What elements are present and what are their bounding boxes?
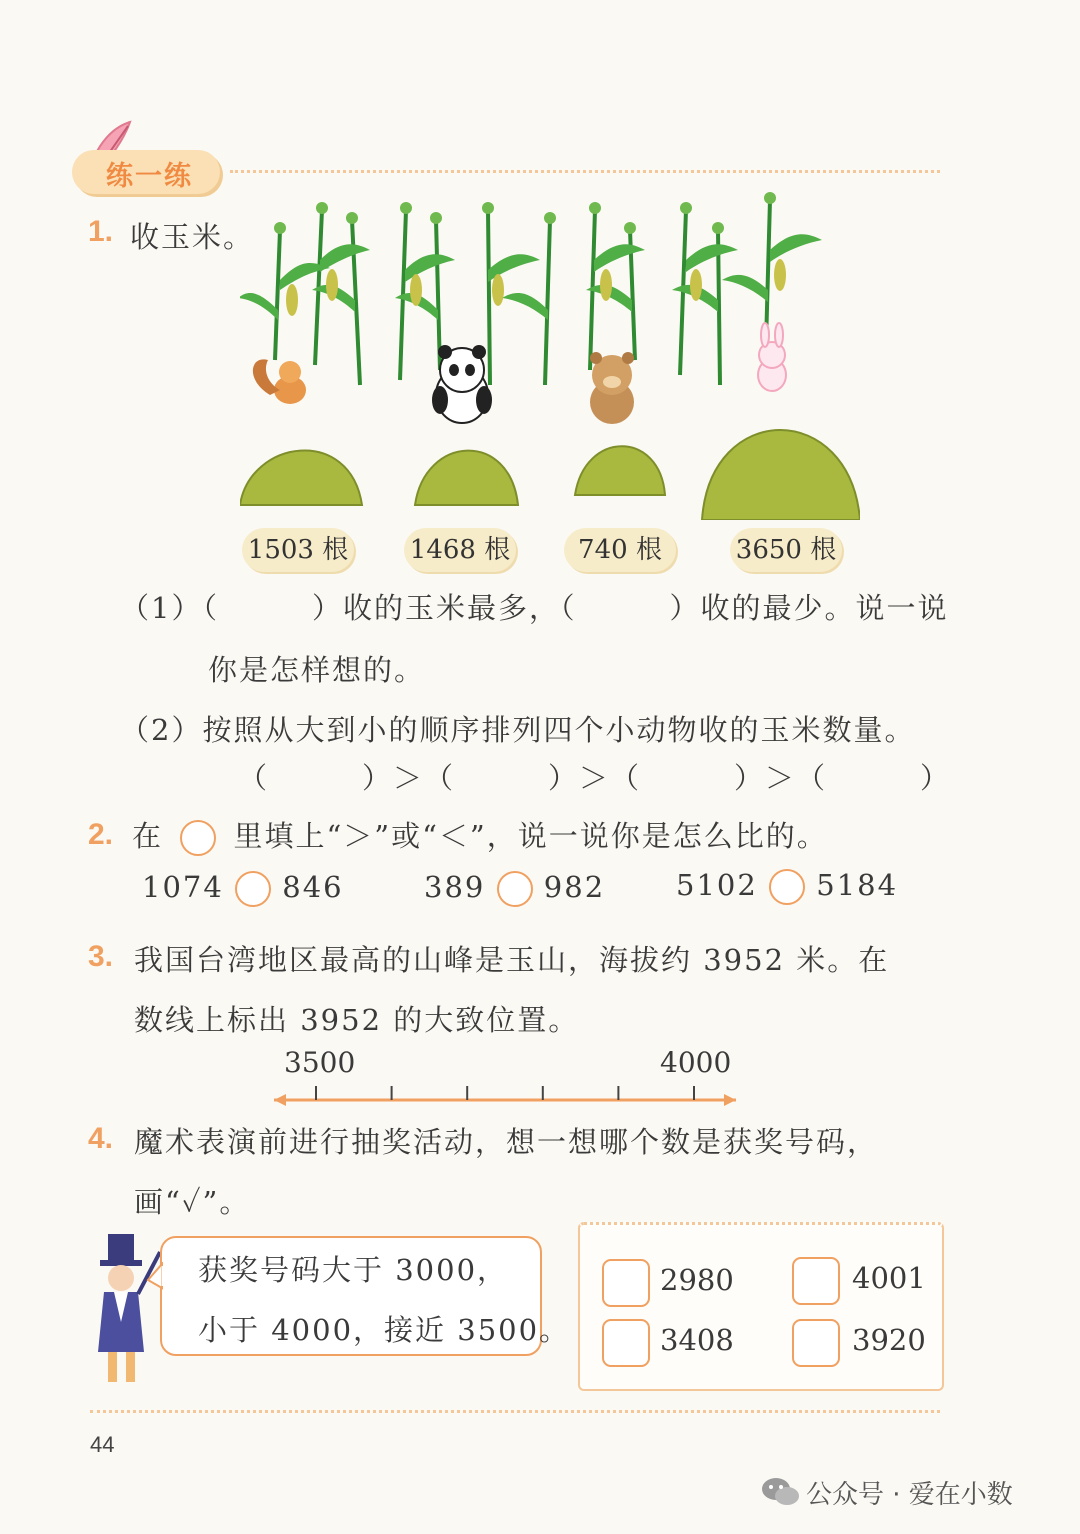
page-number: 44 xyxy=(90,1432,115,1457)
q2-text-b: 里填上“＞”或“＜”，说一说你是怎么比的。 xyxy=(233,819,828,853)
count-pill-panda: 1468 根 xyxy=(404,528,516,572)
count-pill-bear: 740 根 xyxy=(564,528,676,572)
option-label: 4001 xyxy=(852,1261,926,1295)
corn-pile-1 xyxy=(240,450,362,505)
pair-left: 5102 xyxy=(676,868,758,902)
compare-pair-1 xyxy=(142,870,344,907)
compare-pair-3 xyxy=(676,868,898,905)
numberline-arrow-left xyxy=(274,1094,286,1106)
count-pill-squirrel: 1503 根 xyxy=(242,528,354,572)
option-checkbox[interactable] xyxy=(792,1257,840,1305)
option-checkbox[interactable] xyxy=(602,1259,650,1307)
numberline-arrow-right xyxy=(724,1094,736,1106)
corn-pile-2 xyxy=(415,451,518,505)
bubble-tail xyxy=(146,1262,166,1292)
compare-pair-2 xyxy=(424,870,605,907)
bear-icon xyxy=(590,352,634,424)
option-checkbox[interactable] xyxy=(792,1319,840,1367)
option-checkbox[interactable] xyxy=(602,1319,650,1367)
corn-pile-3 xyxy=(575,446,665,495)
compare-circle[interactable] xyxy=(769,869,805,905)
q4-line2: 画“✓”。 xyxy=(134,1185,251,1219)
option-label: 3920 xyxy=(852,1323,926,1357)
section-header xyxy=(70,120,950,200)
header-divider xyxy=(230,170,940,173)
q2-number: 2. xyxy=(88,818,114,851)
count-pill-rabbit: 3650 根 xyxy=(730,528,842,572)
pair-right: 982 xyxy=(543,870,606,904)
pair-right: 5184 xyxy=(816,868,899,902)
squirrel-icon xyxy=(253,359,306,404)
answer-circle-example xyxy=(180,820,216,856)
section-title: 练一练 xyxy=(106,161,193,192)
corn-pile-4 xyxy=(702,430,860,520)
bubble-line1: 获奖号码大于 3000， xyxy=(198,1253,509,1287)
q2-text-a: 在 xyxy=(132,819,164,853)
q2-text xyxy=(132,814,828,856)
q1-sub2-line2: （ ）＞（ ）＞（ ）＞（ ） xyxy=(238,761,952,795)
option-label: 2980 xyxy=(660,1263,734,1297)
corn-field-illustration xyxy=(240,190,860,520)
pair-right: 846 xyxy=(282,870,344,904)
q4-number: 4. xyxy=(88,1122,114,1155)
numberline-axis xyxy=(270,1076,740,1110)
q3-number: 3. xyxy=(88,940,114,973)
pair-left: 389 xyxy=(424,870,486,904)
q1-sub1-line1: （1）（ ）收的玉米最多，（ ）收的最少。说一说 xyxy=(120,591,949,625)
q3-line2: 数线上标出 3952 的大致位置。 xyxy=(134,1003,580,1037)
footer-divider xyxy=(90,1410,940,1413)
wechat-icon xyxy=(760,1476,800,1508)
q4-line1: 魔术表演前进行抽奖活动，想一想哪个数是获奖号码， xyxy=(134,1125,879,1159)
option-label: 3408 xyxy=(660,1323,734,1357)
compare-circle[interactable] xyxy=(235,871,271,907)
number-line[interactable] xyxy=(270,1046,740,1110)
corn-piles xyxy=(240,430,860,520)
pair-left: 1074 xyxy=(142,870,224,904)
rabbit-icon xyxy=(758,323,786,391)
numberline-end-label: 4000 xyxy=(660,1046,732,1079)
bubble-line2: 小于 4000，接近 3500。 xyxy=(198,1313,571,1347)
q1-number: 1. xyxy=(88,215,114,248)
compare-circle[interactable] xyxy=(497,871,533,907)
numberline-start-label: 3500 xyxy=(284,1046,356,1079)
options-card xyxy=(578,1222,944,1391)
magician-icon xyxy=(86,1232,166,1388)
q3-line1: 我国台湾地区最高的山峰是玉山，海拔约 3952 米。在 xyxy=(134,943,890,977)
q1-text: 收玉米。 xyxy=(130,220,255,254)
speech-bubble xyxy=(160,1236,571,1356)
watermark-text: 公众号 · 爱在小数 xyxy=(806,1480,1013,1510)
q1-sub1-line2: 你是怎样想的。 xyxy=(208,653,426,687)
panda-icon xyxy=(432,345,492,423)
corn-tassels xyxy=(274,192,776,234)
q1-sub2-line1: （2）按照从大到小的顺序排列四个小动物收的玉米数量。 xyxy=(120,713,916,747)
